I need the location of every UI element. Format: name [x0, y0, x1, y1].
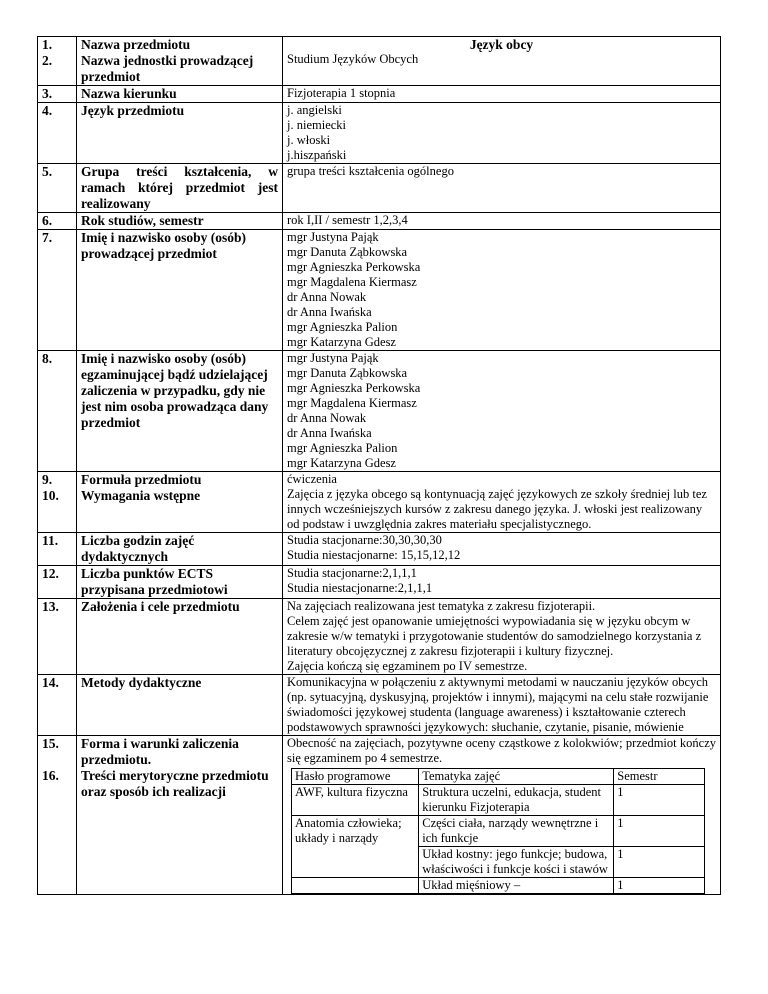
row-value: Język obcy Studium Języków Obcych [283, 37, 721, 86]
row-label: Nazwa przedmiotu Nazwa jednostki prowadzącej przedmiot [77, 37, 283, 86]
content-table-row: Układ mięśniowy – 1 [292, 878, 705, 894]
table-row: 5. Grupa treści kształcenia, w ramach której przedmiot jest realizowany grupa treści kształcenia ogólnego [38, 164, 721, 213]
table-row: 3. Nazwa kierunku Fizjoterapia 1 stopnia [38, 86, 721, 103]
content-table-row: Układ kostny: jego funkcje; budowa, właściwości i funkcje kości i stawów 1 [292, 847, 705, 878]
subject-title: Język obcy [469, 37, 534, 52]
content-table [291, 768, 705, 894]
table-row: 6. Rok studiów, semestr rok I,II / semestr 1,2,3,4 [38, 213, 721, 230]
table-row [38, 37, 721, 86]
table-row: 12. Liczba punktów ECTS przypisana przedmiotowi Studia stacjonarne:2,1,1,1 Studia niestacjonarne:2,1,1,1 [38, 566, 721, 599]
row-number: 1. 2. [38, 37, 77, 86]
syllabus-document [37, 36, 721, 994]
table-row: 14. Metody dydaktyczne Komunikacyjna w połączeniu z aktywnymi metodami w nauczaniu języków obcych (np. sytuacyjną, dyskusyjną, projektów i innymi), mającymi na celu stałe rozwijanie świadomości językowej studenta (language awareness) i kształtowanie czterech podstawowych sprawności językowych: słuchanie, czytanie, pisanie, mówienie [38, 675, 721, 736]
table-row: 4. Język przedmiotu j. angielski j. niemiecki j. włoski j.hiszpański [38, 103, 721, 164]
content-table-header: Hasło programowe Tematyka zajęć Semestr [292, 769, 705, 785]
content-table-row: Anatomia człowieka; układy i narządy Części ciała, narządy wewnętrzne i ich funkcje 1 [292, 816, 705, 847]
syllabus-table [37, 36, 721, 895]
content-table-row: AWF, kultura fizyczna Struktura uczelni, edukacja, student kierunku Fizjoterapia 1 [292, 785, 705, 816]
table-row: 7. Imię i nazwisko osoby (osób) prowadzącej przedmiot mgr Justyna Pająk mgr Danuta Ząbkowska mgr Agnieszka Perkowska mgr Magdalena Kiermasz dr Anna Nowak dr Anna Iwańska mgr Agnieszka Palion mgr Katarzyna Gdesz [38, 230, 721, 351]
table-row: 8. Imię i nazwisko osoby (osób) egzaminującej bądź udzielającej zaliczenia w przypadku, gdy nie jest nim osoba prowadząca dany przedmiot mgr Justyna Pająk mgr Danuta Ząbkowska mgr Agnieszka Perkowska mgr Magdalena Kiermasz dr Anna Nowak dr Anna Iwańska mgr Agnieszka Palion mgr Katarzyna Gdesz [38, 351, 721, 472]
table-row: 9. 10. Formuła przedmiotu Wymagania wstępne ćwiczenia Zajęcia z języka obcego są kontynuacją zajęć językowych ze szkoły średniej lub tez innych wcześniejszych kursów z zakresu danego języka. J. włoski jest realizowany od podstaw i uwzględnia zakres materiału specjalistycznego. [38, 472, 721, 533]
table-row: 11. Liczba godzin zajęć dydaktycznych Studia stacjonarne:30,30,30,30 Studia niestacjonarne: 15,15,12,12 [38, 533, 721, 566]
table-row: 15. 16. Forma i warunki zaliczenia przedmiotu. Treści merytoryczne przedmiotu oraz sposób ich realizacji Obecność na zajęciach, pozytywne oceny cząstkowe z kolokwiów; przedmiot kończy się egzaminem po 4 semestrze. Hasło programowe Tematyka zajęć Semestr AWF, kultura fizyczna Struktura uczelni, edukacja, student kierunku Fizjoterapia 1 Anatomia człowieka; układy i narządy Części ciała, narządy wewnętrzne i ich funkcje 1 Układ kostny: jego funkcje; budowa, właściwości i funkcje kości i stawów 1 Układ mięśniowy – 1 [38, 736, 721, 895]
table-row: 13. Założenia i cele przedmiotu Na zajęciach realizowana jest tematyka z zakresu fizjoterapii. Celem zajęć jest opanowanie umiejętności wypowiadania się w języku obcym w zakresie w/w tematyki i przygotowanie studentów do samodzielnego korzystania z literatury obcojęzycznej z zakresu fizjoterapii i kultury fizycznej. Zajęcia kończą się egzaminem po IV semestrze. [38, 599, 721, 675]
